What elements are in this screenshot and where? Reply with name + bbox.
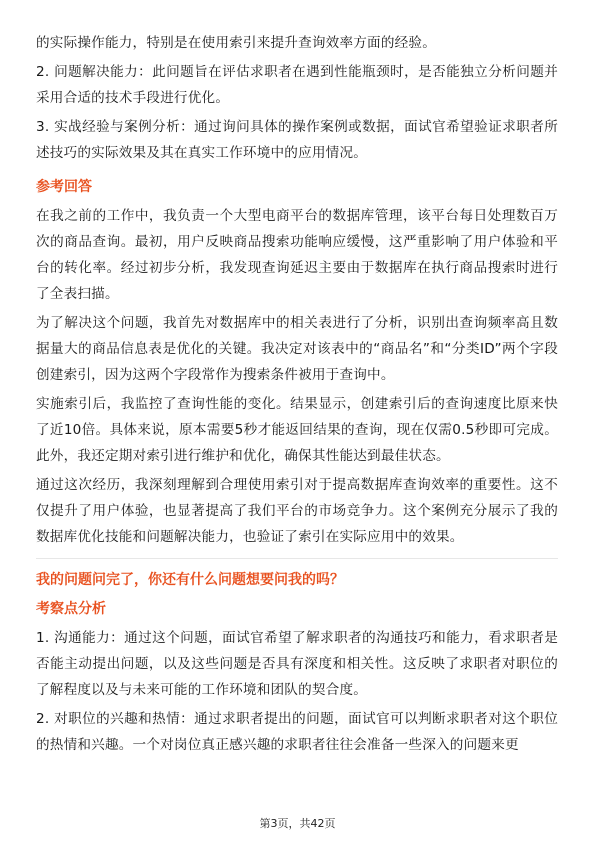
reference-answer-heading: 参考回答	[36, 179, 92, 195]
document-page	[36, 30, 558, 758]
spacer	[36, 166, 558, 174]
section-divider	[36, 558, 558, 559]
answer-paragraph-1: 在我之前的工作中，我负责一个大型电商平台的数据库管理，该平台每日处理数百万次的商品查询。最初，用户反映商品搜索功能响应缓慢，这严重影响了用户体验和平台的转化率。经过初步分析，我发现查询延迟主要由于数据库在执行商品搜索时进行了全表扫描。	[36, 208, 558, 302]
answer-paragraph-4: 通过这次经历，我深刻理解到合理使用索引对于提高数据库查询效率的重要性。这不仅提升了用户体验，也显著提高了我们平台的市场竞争力。这个案例充分展示了我的数据库优化技能和问题解决能力，也验证了索引在实际应用中的效果。	[36, 477, 558, 545]
paragraph-continuation: 的实际操作能力，特别是在使用索引来提升查询效率方面的经验。	[36, 35, 437, 51]
analysis-point-1: 1. 沟通能力：通过这个问题，面试官希望了解求职者的沟通技巧和能力，看求职者是否能主动提出问题，以及这些问题是否具有深度和相关性。这反映了求职者对职位的了解程度以及与未来可能的工作环境和团队的契合度。	[36, 630, 558, 698]
interview-question: 我的问题问完了，你还有什么问题想要问我的吗？	[36, 572, 344, 588]
answer-paragraph-2: 为了解决这个问题，我首先对数据库中的相关表进行了分析，识别出查询频率高且数据量大的商品信息表是优化的关键。我决定对该表中的“商品名”和“分类ID”两个字段创建索引，因为这两个字段常作为搜索条件被用于查询中。	[36, 315, 558, 383]
analysis-point-2b: 2. 对职位的兴趣和热情：通过求职者提出的问题，面试官可以判断求职者对这个职位的热情和兴趣。一个对岗位真正感兴趣的求职者往往会准备一些深入的问题来更	[36, 711, 558, 753]
analysis-point-3: 3. 实战经验与案例分析：通过询问具体的操作案例或数据，面试官希望验证求职者所述技巧的实际效果及其在真实工作环境中的应用情况。	[36, 119, 558, 161]
page-number: 第3页，共42页	[259, 817, 336, 830]
analysis-heading: 考察点分析	[36, 601, 106, 617]
analysis-point-2: 2. 问题解决能力：此问题旨在评估求职者在遇到性能瓶颈时，是否能独立分析问题并采用合适的技术手段进行优化。	[36, 64, 558, 106]
answer-paragraph-3: 实施索引后，我监控了查询性能的变化。结果显示，创建索引后的查询速度比原来快了近10倍。具体来说，原本需要5秒才能返回结果的查询，现在仅需0.5秒即可完成。此外，我还定期对索引进行维护和优化，确保其性能达到最佳状态。	[36, 396, 558, 464]
